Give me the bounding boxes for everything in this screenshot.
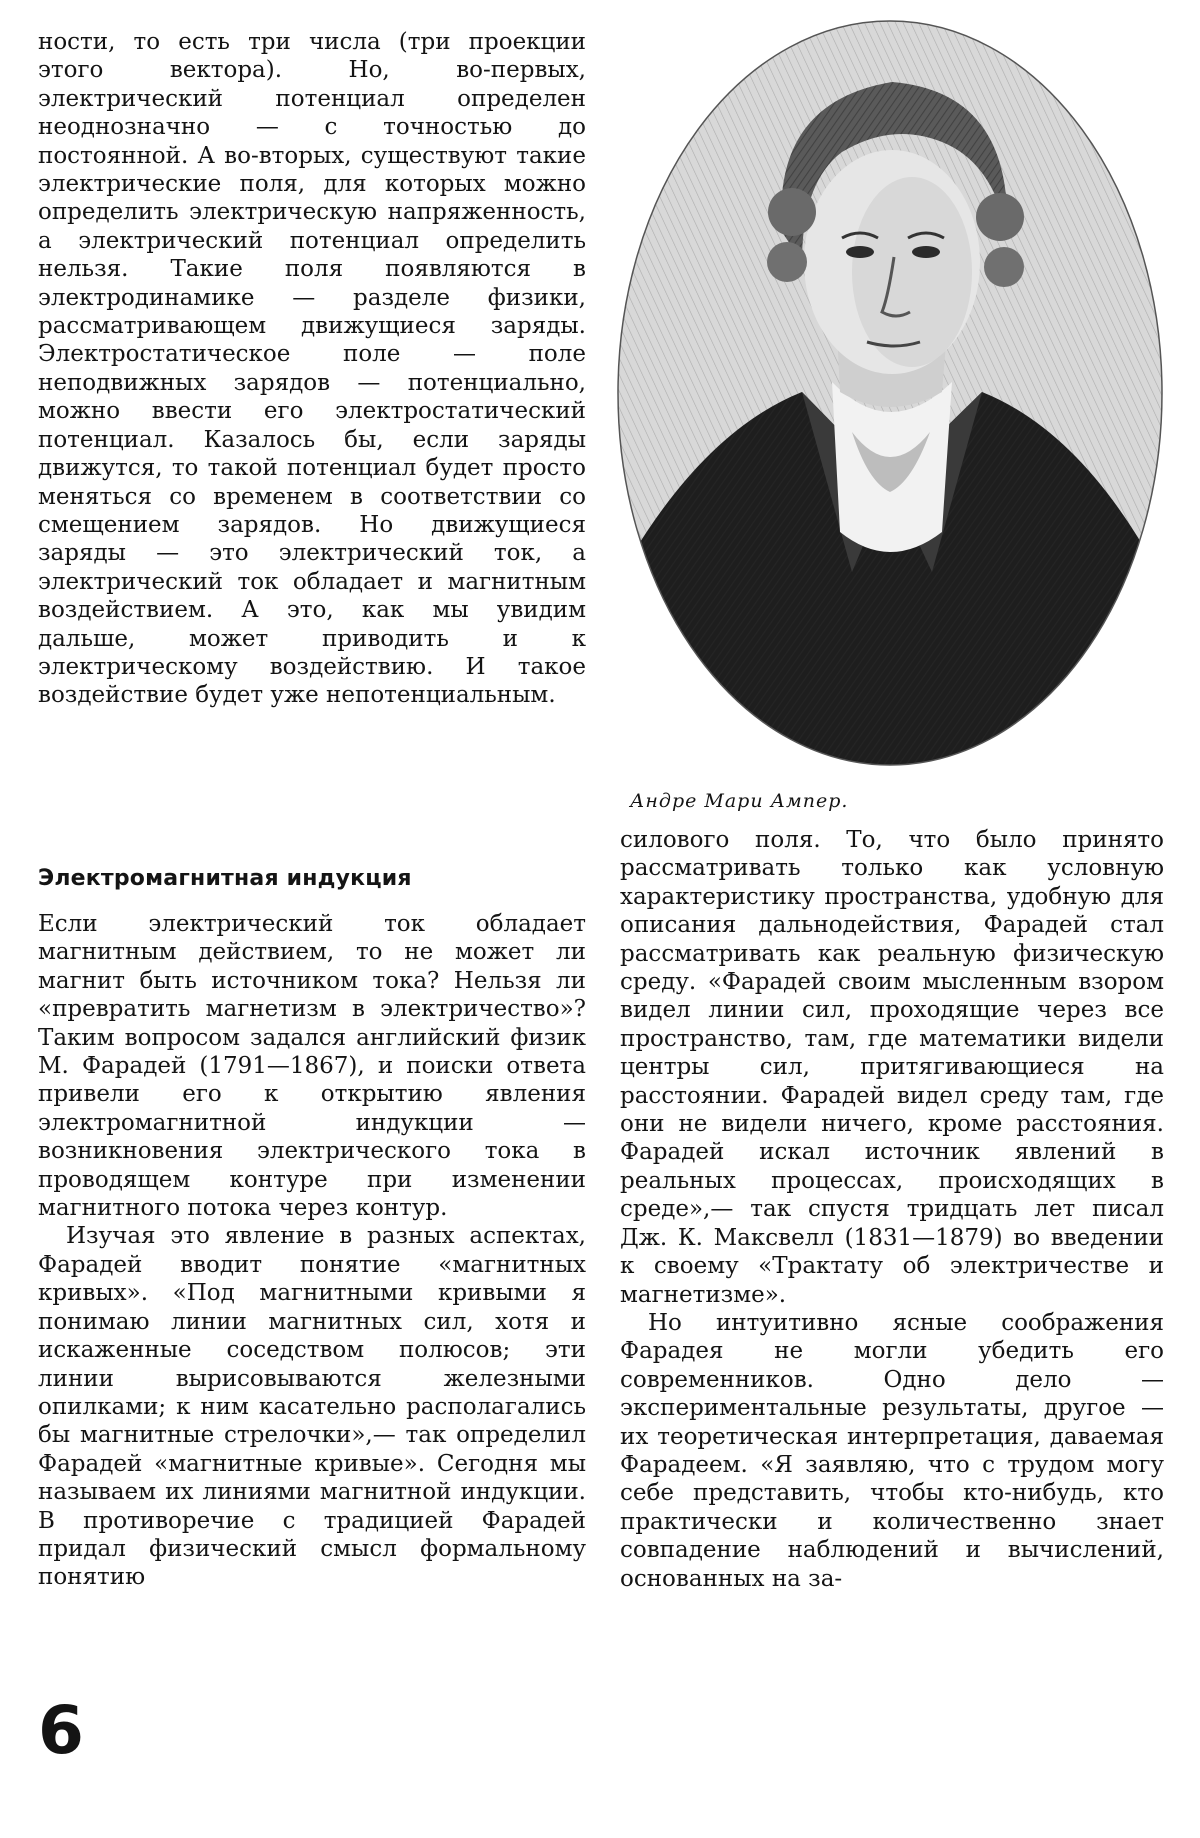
left-column — [38, 28, 586, 710]
intro-paragraph: ности, то есть три числа (три проекции этого вектора). Но, во-первых, электрический потенциал определен неоднозначно — с точностью до постоянной. А во-вторых, существуют такие электрические поля, для которых можно определить электрическую напряженность, а электрический потенциал определить нельзя. Такие поля появляются в электродинамике — разделе физики, рассматривающем движущиеся заряды. Электростатическое поле — поле неподвижных зарядов — потенциально, можно ввести его электростатический потенциал. Казалось бы, если заряды движутся, то такой потенциал будет просто меняться со временем в соответствии со смещением зарядов. Но движущиеся заряды — это электрический ток, а электрический ток обладает и магнитным воздействием. А это, как мы увидим дальше, может приводить и к электрическому воздействию. И такое воздействие будет уже непотенциальным. — [38, 29, 586, 709]
section-heading: Электромагнитная индукция — [38, 866, 412, 891]
section-paragraph-1: Если электрический ток обладает магнитным действием, то не может ли магнит быть источником тока? Нельзя ли «превратить магнетизм в электричество»? Таким вопросом задался английский физик М. Фарадей (1791—1867), и поиски ответа привели его к открытию явления электромагнитной индукции — возникновения электрического тока в проводящем контуре при изменении магнитного потока через контур. — [38, 911, 586, 1222]
section-paragraph-2: Изучая это явление в разных аспектах, Фарадей вводит понятие «магнитных кривых». «Под магнитными кривыми я понимаю линии магнитных сил, хотя и искаженные соседством полюсов; эти линии вырисовываются железными опилками; к ним касательно располагались бы магнитные стрелочки»,— так определил Фарадей «магнитные кривые». Сегодня мы называем их линиями магнитной индукции. В противоречие с традицией Фарадей придал физический смысл формальному понятию — [38, 1223, 586, 1591]
section-body — [38, 910, 586, 1592]
right-paragraph-1: силового поля. То, что было принято рассматривать только как условную характеристику пространства, удобную для описания дальнодействия, Фарадей стал рассматривать как реальную физическую среду. «Фарадей своим мысленным взором видел линии сил, проходящие через все пространство, там, где математики видели центры сил, притягивающиеся на расстоянии. Фарадей видел среду там, где они не видели ничего, кроме расстояния. Фарадей искал источник явлений в реальных процессах, происходящих в среде»,— так спустя тридцать лет писал Дж. К. Максвелл (1831—1879) во введении к своему «Трактату об электричестве и магнетизме». — [620, 827, 1164, 1308]
portrait-ampere — [612, 12, 1168, 774]
figure-caption: Андре Мари Ампер. — [630, 790, 849, 812]
right-paragraph-2: Но интуитивно ясные соображения Фарадея не могли убедить его современников. Одно дело — экспериментальные результаты, другое — их теоретическая интерпретация, даваемая Фарадеем. «Я заявляю, что с трудом могу себе представить, чтобы кто-нибудь, кто практически и количественно знает совпадение наблюдений и вычислений, основанных на за- — [620, 1309, 1164, 1592]
right-column — [620, 826, 1164, 1593]
page-number: 6 — [38, 1692, 84, 1769]
portrait-engraving — [612, 12, 1168, 774]
